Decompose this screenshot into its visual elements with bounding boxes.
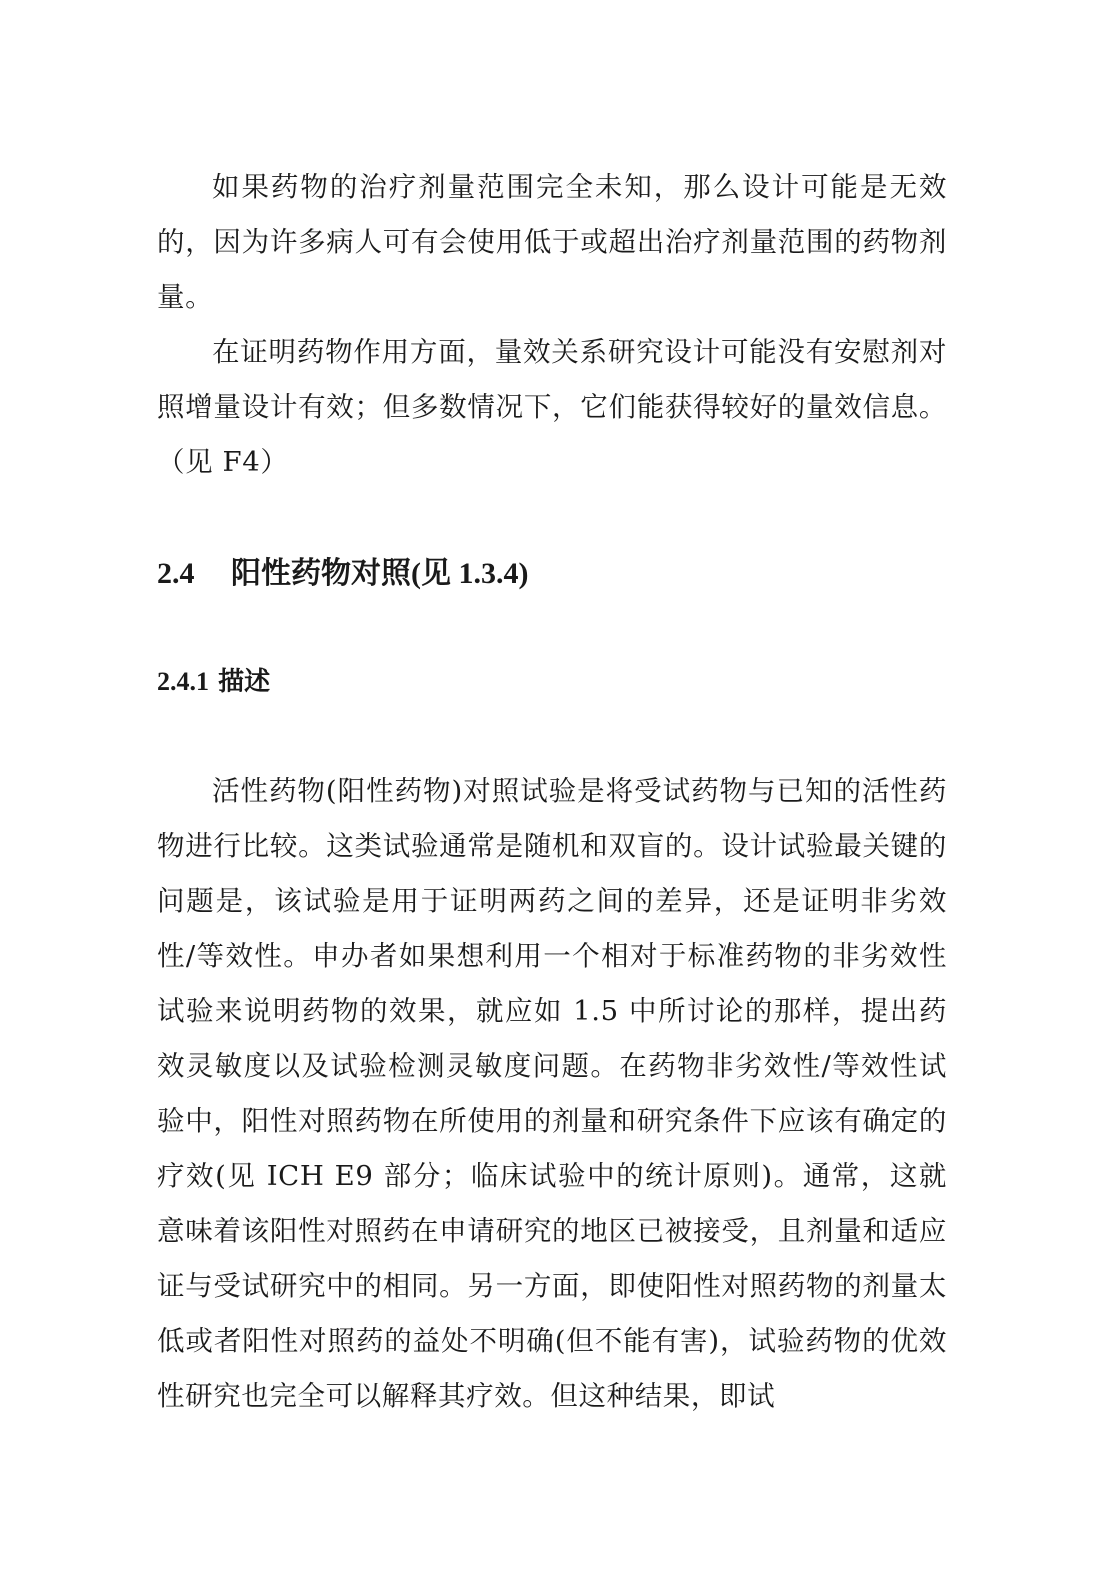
subsection-number: 2.4.1 <box>157 667 209 696</box>
document-page <box>157 160 947 1424</box>
section-number: 2.4 <box>157 557 195 590</box>
section-title: 阳性药物对照 <box>231 556 411 591</box>
section-reference: (见 1.3.4) <box>411 557 529 590</box>
subsection-heading <box>157 664 947 700</box>
subsection-title: 描述 <box>218 667 271 697</box>
spacer <box>157 700 947 764</box>
paragraph-dose-response: 在证明药物作用方面，量效关系研究设计可能没有安慰剂对照增量设计有效；但多数情况下，它们能获得较好的量效信息。（见 F4） <box>157 336 947 478</box>
section-heading <box>157 554 947 594</box>
paragraph-active-control: 活性药物(阳性药物)对照试验是将受试药物与已知的活性药物进行比较。这类试验通常是随机和双盲的。设计试验最关键的问题是，该试验是用于证明两药之间的差异，还是证明非劣效性/等效性。申办者如果想利用一个相对于标准药物的非劣效性试验来说明药物的效果，就应如 1.5 中所讨论的那样，提出药效灵敏度以及试验检测灵敏度问题。在药物非劣效性/等效性试验中，阳性对照药物在所使用的剂量和研究条件下应该有确定的疗效(见 ICH E9 部分；临床试验中的统计原则)。通常，这就意味着该阳性对照药在申请研究的地区已被接受，且剂量和适应证与受试研究中的相同。另一方面，即使阳性对照药物的剂量太低或者阳性对照药的益处不明确(但不能有害)，试验药物的优效性研究也完全可以解释其疗效。但这种结果，即试 <box>157 775 947 1412</box>
paragraph-dose-range: 如果药物的治疗剂量范围完全未知，那么设计可能是无效的，因为许多病人可有会使用低于或超出治疗剂量范围的药物剂量。 <box>157 171 947 313</box>
